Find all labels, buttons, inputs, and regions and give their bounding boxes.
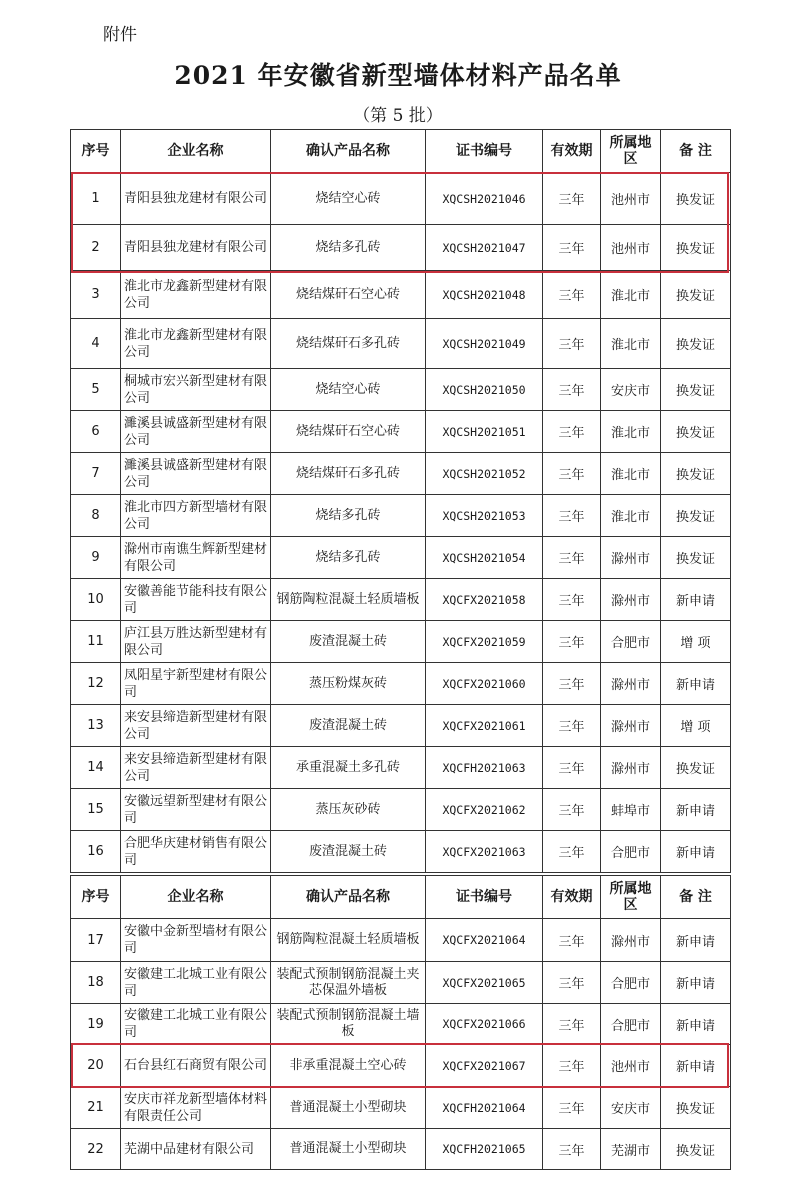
cert-number: XQCFX2021058	[426, 579, 543, 621]
row-no: 13	[71, 705, 121, 747]
row-no: 7	[71, 453, 121, 495]
company-name: 青阳县独龙建材有限公司	[121, 225, 271, 271]
remark: 换发证	[661, 747, 731, 789]
header-product: 确认产品名称	[271, 130, 426, 173]
row-no: 1	[71, 173, 121, 225]
region: 淮北市	[601, 319, 661, 369]
company-name: 青阳县独龙建材有限公司	[121, 173, 271, 225]
remark: 换发证	[661, 1087, 731, 1129]
validity-period: 三年	[543, 1045, 601, 1087]
region: 芜湖市	[601, 1129, 661, 1170]
table-row	[71, 319, 731, 369]
header-region: 所属地区	[601, 130, 661, 173]
company-name: 合肥华庆建材销售有限公司	[121, 831, 271, 873]
header-remark: 备 注	[661, 876, 731, 919]
cert-number: XQCSH2021051	[426, 411, 543, 453]
validity-period: 三年	[543, 453, 601, 495]
remark: 新申请	[661, 831, 731, 873]
remark: 换发证	[661, 495, 731, 537]
validity-period: 三年	[543, 1129, 601, 1170]
table-header-row	[71, 876, 731, 919]
row-no: 20	[71, 1045, 121, 1087]
company-name: 安徽建工北城工业有限公司	[121, 1004, 271, 1045]
remark: 换发证	[661, 225, 731, 271]
cert-number: XQCFX2021065	[426, 962, 543, 1004]
region: 滁州市	[601, 747, 661, 789]
cert-number: XQCFX2021061	[426, 705, 543, 747]
validity-period: 三年	[543, 705, 601, 747]
table-row	[71, 579, 731, 621]
validity-period: 三年	[543, 271, 601, 319]
table-row	[71, 1004, 731, 1045]
header-no: 序号	[71, 876, 121, 919]
validity-period: 三年	[543, 369, 601, 411]
validity-period: 三年	[543, 747, 601, 789]
company-name: 庐江县万胜达新型建材有限公司	[121, 621, 271, 663]
cert-number: XQCFX2021064	[426, 919, 543, 962]
product-name: 烧结多孔砖	[271, 495, 426, 537]
row-no: 18	[71, 962, 121, 1004]
region: 滁州市	[601, 919, 661, 962]
table-row	[71, 831, 731, 873]
product-name: 烧结空心砖	[271, 369, 426, 411]
row-no: 19	[71, 1004, 121, 1045]
product-name: 装配式预制钢筋混凝土夹芯保温外墙板	[271, 962, 426, 1004]
validity-period: 三年	[543, 225, 601, 271]
remark: 换发证	[661, 173, 731, 225]
row-no: 14	[71, 747, 121, 789]
cert-number: XQCSH2021046	[426, 173, 543, 225]
company-name: 芜湖中品建材有限公司	[121, 1129, 271, 1170]
cert-number: XQCFX2021067	[426, 1045, 543, 1087]
region: 淮北市	[601, 271, 661, 319]
row-no: 4	[71, 319, 121, 369]
cert-number: XQCSH2021050	[426, 369, 543, 411]
table-row	[71, 663, 731, 705]
validity-period: 三年	[543, 663, 601, 705]
table-row	[71, 495, 731, 537]
remark: 换发证	[661, 369, 731, 411]
remark: 新申请	[661, 919, 731, 962]
batch-subtitle: （第 5 批）	[353, 106, 443, 126]
product-name: 普通混凝土小型砌块	[271, 1087, 426, 1129]
table-row	[71, 271, 731, 319]
header-validity: 有效期	[543, 130, 601, 173]
company-name: 淮北市四方新型墙材有限公司	[121, 495, 271, 537]
header-validity: 有效期	[543, 876, 601, 919]
remark: 新申请	[661, 789, 731, 831]
cert-number: XQCFH2021063	[426, 747, 543, 789]
row-no: 15	[71, 789, 121, 831]
product-name: 蒸压粉煤灰砖	[271, 663, 426, 705]
validity-period: 三年	[543, 537, 601, 579]
row-no: 11	[71, 621, 121, 663]
cert-number: XQCSH2021054	[426, 537, 543, 579]
remark: 换发证	[661, 271, 731, 319]
header-cert: 证书编号	[426, 876, 543, 919]
cert-number: XQCSH2021048	[426, 271, 543, 319]
table-row	[71, 1045, 731, 1087]
validity-period: 三年	[543, 1087, 601, 1129]
region: 合肥市	[601, 621, 661, 663]
page-title: 2021 年安徽省新型墙体材料产品名单	[174, 61, 622, 90]
product-table-2	[70, 875, 731, 1170]
header-no: 序号	[71, 130, 121, 173]
product-name: 非承重混凝土空心砖	[271, 1045, 426, 1087]
cert-number: XQCFH2021064	[426, 1087, 543, 1129]
cert-number: XQCFX2021066	[426, 1004, 543, 1045]
row-no: 9	[71, 537, 121, 579]
table-row	[71, 1087, 731, 1129]
row-no: 6	[71, 411, 121, 453]
product-table-1	[70, 129, 731, 873]
header-cert: 证书编号	[426, 130, 543, 173]
company-name: 滁州市南谯生辉新型建材有限公司	[121, 537, 271, 579]
table-row	[71, 225, 731, 271]
company-name: 石台县红石商贸有限公司	[121, 1045, 271, 1087]
product-name: 废渣混凝土砖	[271, 705, 426, 747]
header-remark: 备 注	[661, 130, 731, 173]
table-row	[71, 705, 731, 747]
remark: 新申请	[661, 962, 731, 1004]
validity-period: 三年	[543, 789, 601, 831]
cert-number: XQCSH2021047	[426, 225, 543, 271]
validity-period: 三年	[543, 1004, 601, 1045]
product-name: 钢筋陶粒混凝土轻质墙板	[271, 579, 426, 621]
company-name: 安徽远望新型建材有限公司	[121, 789, 271, 831]
table-row	[71, 747, 731, 789]
remark: 换发证	[661, 453, 731, 495]
cert-number: XQCFX2021059	[426, 621, 543, 663]
region: 滁州市	[601, 537, 661, 579]
company-name: 安徽中金新型墙材有限公司	[121, 919, 271, 962]
region: 滁州市	[601, 663, 661, 705]
product-name: 装配式预制钢筋混凝土墙板	[271, 1004, 426, 1045]
company-name: 濉溪县诚盛新型建材有限公司	[121, 453, 271, 495]
validity-period: 三年	[543, 831, 601, 873]
cert-number: XQCFX2021062	[426, 789, 543, 831]
company-name: 桐城市宏兴新型建材有限公司	[121, 369, 271, 411]
product-name: 承重混凝土多孔砖	[271, 747, 426, 789]
validity-period: 三年	[543, 173, 601, 225]
row-no: 5	[71, 369, 121, 411]
cert-number: XQCSH2021053	[426, 495, 543, 537]
attachment-label: 附件	[103, 25, 137, 45]
region: 合肥市	[601, 962, 661, 1004]
product-name: 烧结煤矸石空心砖	[271, 411, 426, 453]
remark: 换发证	[661, 411, 731, 453]
product-name: 废渣混凝土砖	[271, 621, 426, 663]
row-no: 3	[71, 271, 121, 319]
company-name: 安徽善能节能科技有限公司	[121, 579, 271, 621]
row-no: 10	[71, 579, 121, 621]
row-no: 21	[71, 1087, 121, 1129]
row-no: 12	[71, 663, 121, 705]
table-row	[71, 369, 731, 411]
product-name: 蒸压灰砂砖	[271, 789, 426, 831]
row-no: 17	[71, 919, 121, 962]
validity-period: 三年	[543, 411, 601, 453]
table-row	[71, 789, 731, 831]
validity-period: 三年	[543, 495, 601, 537]
region: 淮北市	[601, 453, 661, 495]
table-row	[71, 962, 731, 1004]
cert-number: XQCFX2021063	[426, 831, 543, 873]
header-company: 企业名称	[121, 876, 271, 919]
product-name: 烧结煤矸石多孔砖	[271, 319, 426, 369]
header-company: 企业名称	[121, 130, 271, 173]
cert-number: XQCSH2021052	[426, 453, 543, 495]
product-name: 烧结多孔砖	[271, 537, 426, 579]
product-name: 烧结煤矸石空心砖	[271, 271, 426, 319]
company-name: 凤阳星宇新型建材有限公司	[121, 663, 271, 705]
region: 淮北市	[601, 495, 661, 537]
remark: 增 项	[661, 621, 731, 663]
table-row	[71, 919, 731, 962]
company-name: 安徽建工北城工业有限公司	[121, 962, 271, 1004]
product-name: 废渣混凝土砖	[271, 831, 426, 873]
remark: 换发证	[661, 537, 731, 579]
remark: 新申请	[661, 579, 731, 621]
company-name: 濉溪县诚盛新型建材有限公司	[121, 411, 271, 453]
region: 滁州市	[601, 705, 661, 747]
region: 安庆市	[601, 1087, 661, 1129]
company-name: 来安县缔造新型建材有限公司	[121, 705, 271, 747]
product-name: 普通混凝土小型砌块	[271, 1129, 426, 1170]
remark: 新申请	[661, 1004, 731, 1045]
product-name: 烧结煤矸石多孔砖	[271, 453, 426, 495]
table-row	[71, 411, 731, 453]
remark: 换发证	[661, 1129, 731, 1170]
company-name: 安庆市祥龙新型墙体材料有限责任公司	[121, 1087, 271, 1129]
company-name: 淮北市龙鑫新型建材有限公司	[121, 319, 271, 369]
table-row	[71, 173, 731, 225]
validity-period: 三年	[543, 962, 601, 1004]
table-header-row	[71, 130, 731, 173]
row-no: 8	[71, 495, 121, 537]
header-product: 确认产品名称	[271, 876, 426, 919]
company-name: 来安县缔造新型建材有限公司	[121, 747, 271, 789]
product-name: 钢筋陶粒混凝土轻质墙板	[271, 919, 426, 962]
region: 池州市	[601, 1045, 661, 1087]
region: 池州市	[601, 225, 661, 271]
cert-number: XQCFX2021060	[426, 663, 543, 705]
row-no: 16	[71, 831, 121, 873]
table-body-1	[71, 173, 731, 873]
region: 安庆市	[601, 369, 661, 411]
validity-period: 三年	[543, 919, 601, 962]
validity-period: 三年	[543, 319, 601, 369]
table-row	[71, 453, 731, 495]
table-row	[71, 537, 731, 579]
cert-number: XQCFH2021065	[426, 1129, 543, 1170]
table-row	[71, 1129, 731, 1170]
region: 池州市	[601, 173, 661, 225]
remark: 换发证	[661, 319, 731, 369]
product-name: 烧结空心砖	[271, 173, 426, 225]
cert-number: XQCSH2021049	[426, 319, 543, 369]
region: 合肥市	[601, 831, 661, 873]
region: 滁州市	[601, 579, 661, 621]
row-no: 22	[71, 1129, 121, 1170]
region: 淮北市	[601, 411, 661, 453]
validity-period: 三年	[543, 621, 601, 663]
remark: 增 项	[661, 705, 731, 747]
row-no: 2	[71, 225, 121, 271]
company-name: 淮北市龙鑫新型建材有限公司	[121, 271, 271, 319]
header-region: 所属地区	[601, 876, 661, 919]
remark: 新申请	[661, 663, 731, 705]
remark: 新申请	[661, 1045, 731, 1087]
validity-period: 三年	[543, 579, 601, 621]
table-body-2	[71, 919, 731, 1170]
region: 合肥市	[601, 1004, 661, 1045]
region: 蚌埠市	[601, 789, 661, 831]
table-row	[71, 621, 731, 663]
product-name: 烧结多孔砖	[271, 225, 426, 271]
